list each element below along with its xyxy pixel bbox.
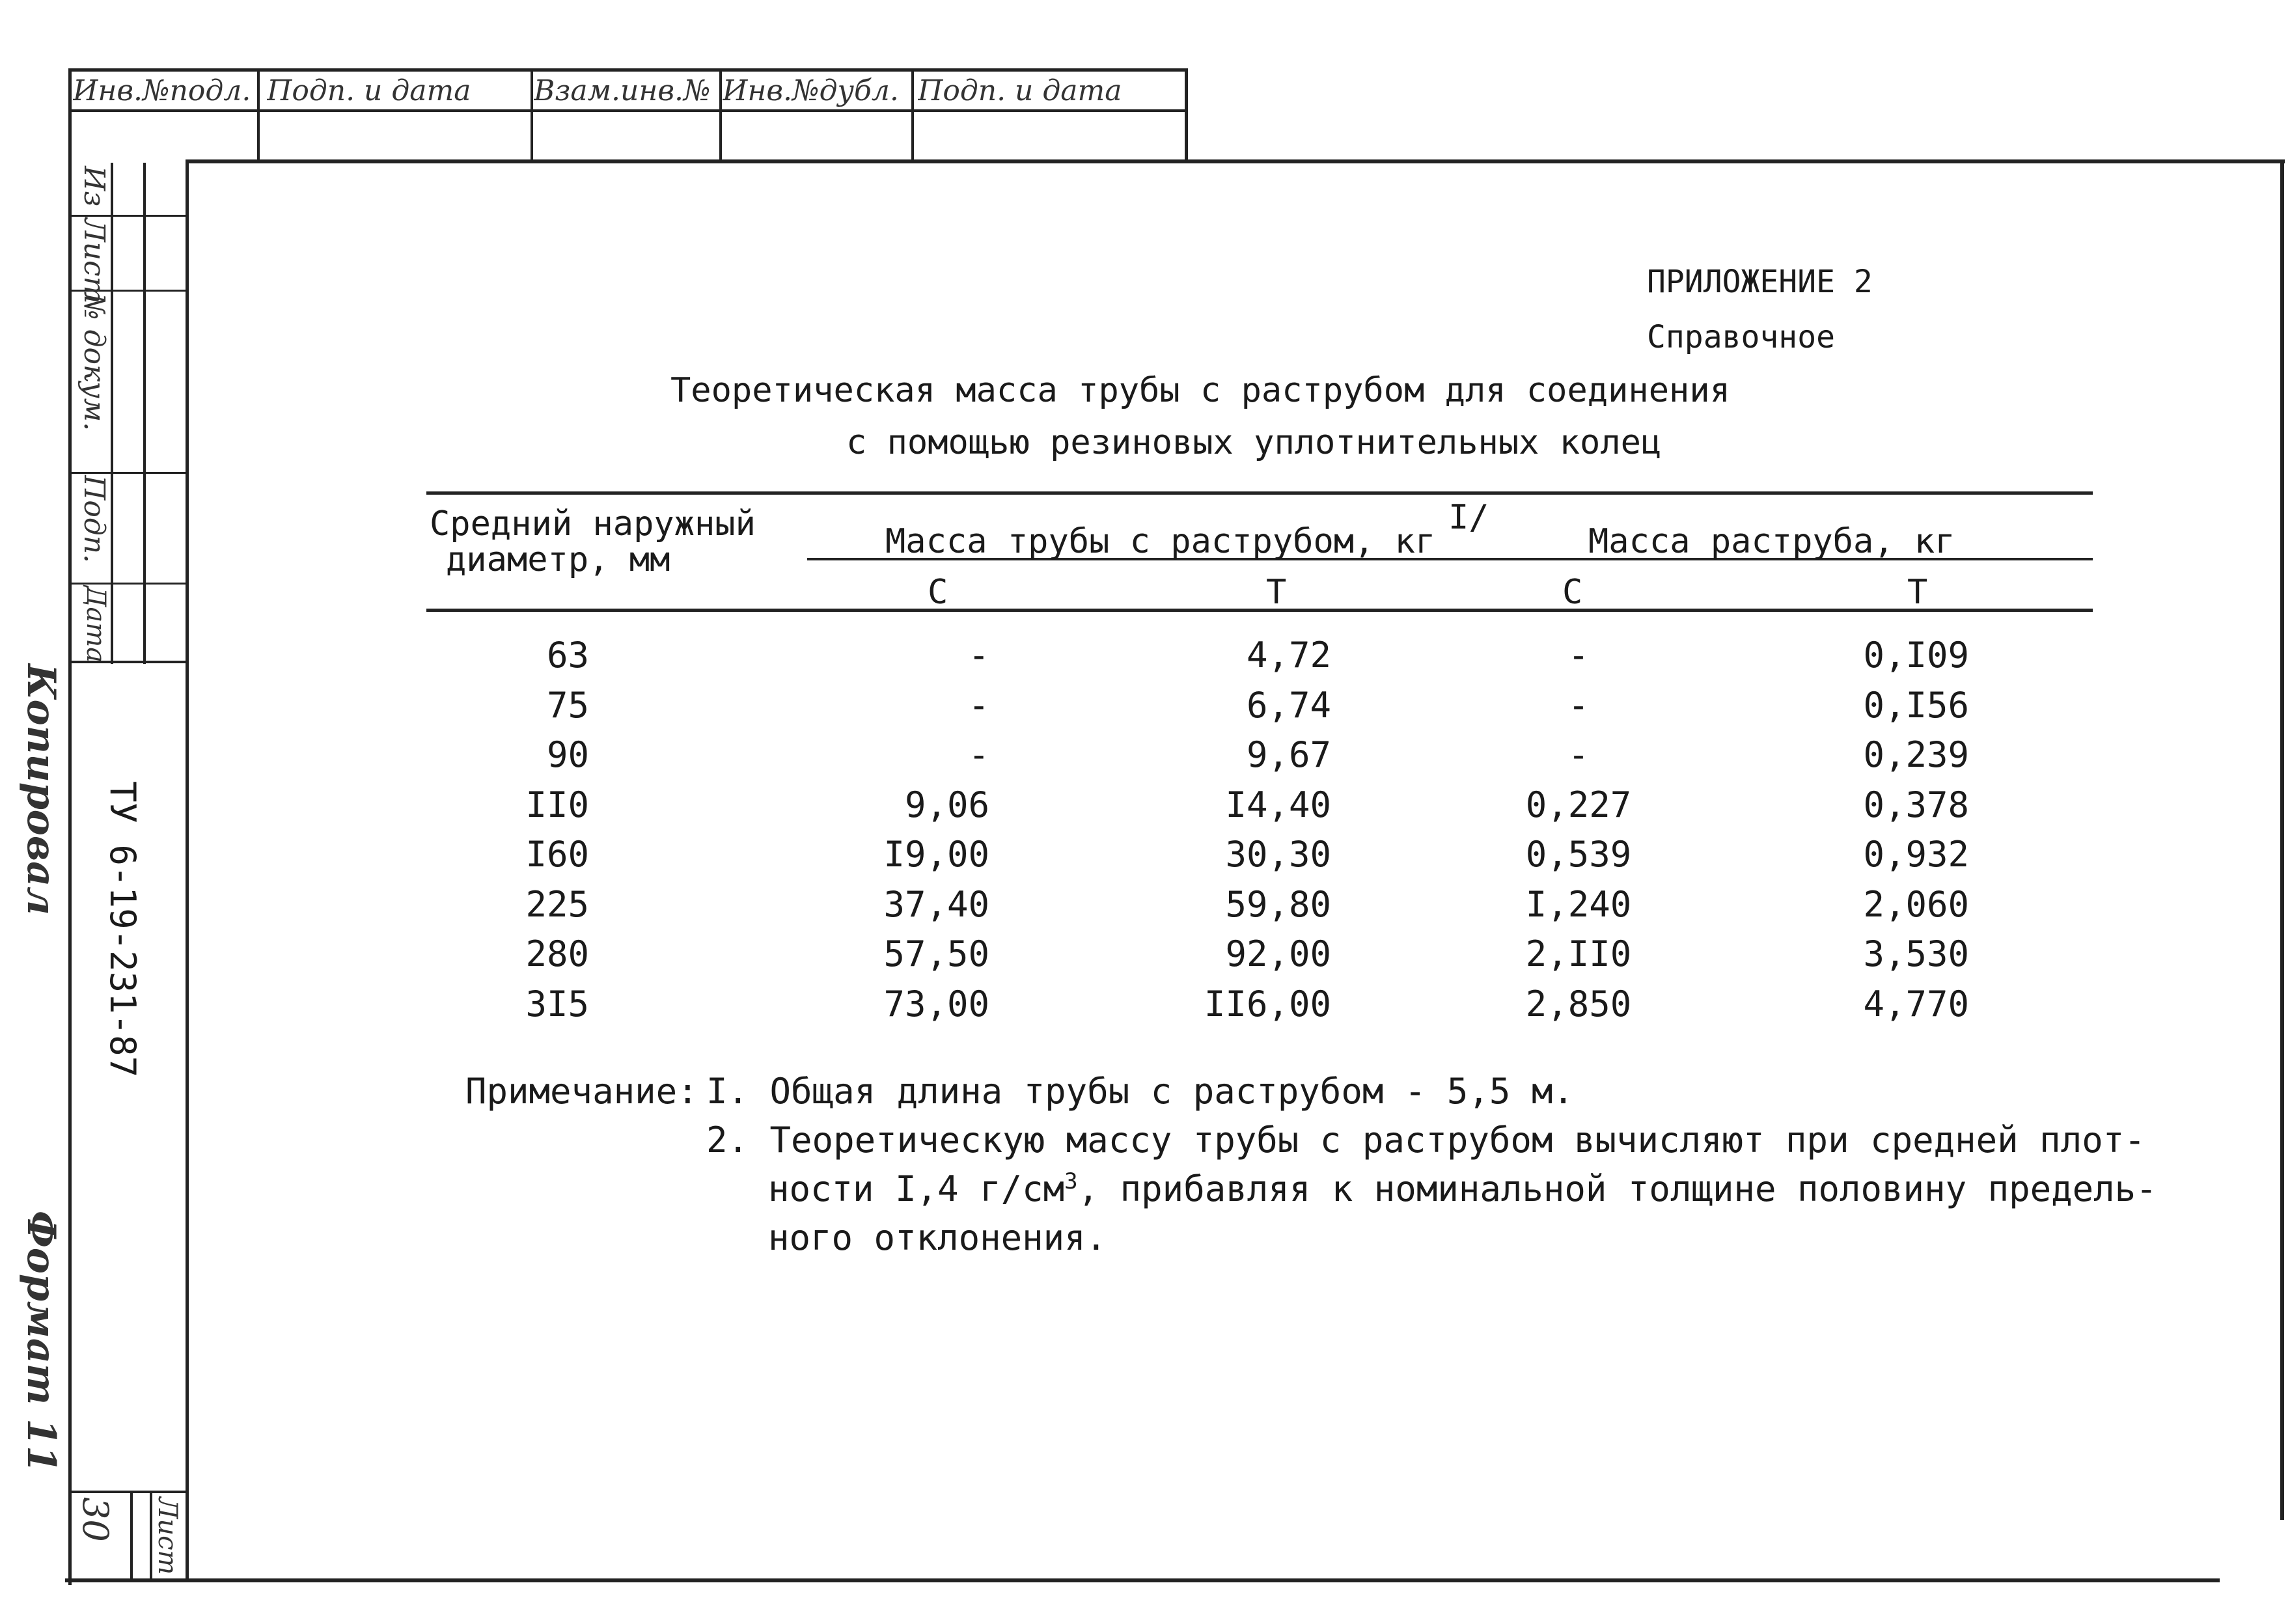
stamp-inv-original: Инв.№подл. (73, 74, 251, 107)
cell-pipe-mass-t: 6,74 (1246, 684, 1331, 726)
stamp-replacement-inv: Взам.инв.№ (534, 74, 711, 107)
table-title-line2: с помощью резиновых уплотнительных колец (846, 423, 1662, 462)
cell-pipe-mass-t: I4,40 (1225, 784, 1331, 825)
appendix-kind: Справочное (1647, 319, 1835, 355)
cell-diameter: II0 (525, 784, 589, 825)
cell-pipe-mass-c: - (968, 684, 989, 726)
cell-socket-mass-c: 0,539 (1525, 834, 1632, 875)
cell-socket-mass-c: 0,227 (1525, 784, 1632, 825)
strip-label-signature: Подп. (77, 475, 111, 564)
note-2-line3: ного отклонения. (768, 1217, 1107, 1258)
cell-diameter: 280 (525, 933, 589, 974)
cell-pipe-mass-c: I9,00 (883, 834, 989, 875)
notes-label: Примечание: (465, 1071, 698, 1112)
stamp-signature-date: Подп. и дата (267, 74, 471, 107)
note-2-line2: ности I,4 $г/см^3$, прибавляя к номинальной толщине половину предель- (768, 1168, 2157, 1209)
cell-diameter: 225 (525, 883, 589, 925)
copied-by-label: Копировал (18, 664, 64, 916)
cell-socket-mass-t: 0,239 (1863, 734, 1969, 775)
cell-diameter: 90 (546, 734, 589, 775)
strip-label-doc-number: № докум. (77, 293, 111, 432)
document-designation: ТУ 6-19-231-87 (102, 781, 143, 1078)
cell-socket-mass-c: 2,850 (1525, 983, 1632, 1025)
cell-pipe-mass-t: 30,30 (1225, 834, 1331, 875)
cell-socket-mass-c: - (1567, 734, 1590, 775)
cell-pipe-mass-c: - (968, 635, 989, 676)
subheader-t2: Т (1907, 573, 1928, 612)
subheader-t1: Т (1266, 573, 1287, 612)
header-diameter-line1: Средний наружный (430, 504, 756, 544)
cell-socket-mass-t: 0,378 (1863, 784, 1969, 825)
header-pipe-mass: Масса трубы с раструбом, кг (885, 522, 1436, 561)
strip-label-date: Дата (81, 586, 111, 663)
strip-label-sheet: Лист (77, 218, 111, 304)
cell-diameter: 63 (546, 635, 589, 676)
cell-pipe-mass-c: 73,00 (883, 983, 989, 1025)
subheader-c1: С (928, 573, 948, 612)
cell-diameter: 3I5 (525, 983, 589, 1025)
header-socket-mass: Масса раструба, кг (1588, 522, 1955, 561)
strip-label-change: Из (77, 166, 111, 207)
cell-socket-mass-t: 2,060 (1863, 883, 1969, 925)
cell-socket-mass-c: - (1567, 684, 1590, 726)
header-pipe-footnote: I/ (1448, 498, 1489, 537)
sheet-number: 30 (75, 1497, 116, 1542)
cell-pipe-mass-t: 9,67 (1246, 734, 1331, 775)
stamp-inv-duplicate: Инв.№дубл. (723, 74, 899, 107)
format-label: Формат 11 (18, 1211, 64, 1473)
cell-socket-mass-t: 4,770 (1863, 983, 1969, 1025)
cell-socket-mass-c: 2,II0 (1525, 933, 1632, 974)
cell-pipe-mass-c: - (968, 734, 989, 775)
cell-socket-mass-t: 0,I09 (1863, 635, 1969, 676)
note-1: I. Общая длина трубы с раструбом - 5,5 м. (706, 1071, 1574, 1112)
cell-socket-mass-t: 0,932 (1863, 834, 1969, 875)
note-2-line1: 2. Теоретическую массу трубы с раструбом вычисляют при средней плот- (706, 1120, 2145, 1161)
cell-socket-mass-t: 0,I56 (1863, 684, 1969, 726)
cell-pipe-mass-c: 37,40 (883, 883, 989, 925)
cell-diameter: I60 (525, 834, 589, 875)
cell-socket-mass-c: I,240 (1525, 883, 1632, 925)
cell-pipe-mass-c: 9,06 (904, 784, 989, 825)
stamp-signature-date-2: Подп. и дата (918, 74, 1122, 107)
sheet-label: Лист (152, 1497, 182, 1575)
cell-socket-mass-c: - (1567, 635, 1590, 676)
cell-diameter: 75 (546, 684, 589, 726)
cell-socket-mass-t: 3,530 (1863, 933, 1969, 974)
table-title-line1: Теоретическая масса трубы с раструбом для соединения (670, 371, 1730, 410)
cell-pipe-mass-c: 57,50 (883, 933, 989, 974)
cell-pipe-mass-t: 92,00 (1225, 933, 1331, 974)
cell-pipe-mass-t: 59,80 (1225, 883, 1331, 925)
cell-pipe-mass-t: II6,00 (1204, 983, 1331, 1025)
header-diameter-line2: диаметр, мм (446, 540, 670, 579)
cell-pipe-mass-t: 4,72 (1246, 635, 1331, 676)
appendix-label: ПРИЛОЖЕНИЕ 2 (1647, 264, 1873, 300)
subheader-c2: С (1562, 573, 1583, 612)
